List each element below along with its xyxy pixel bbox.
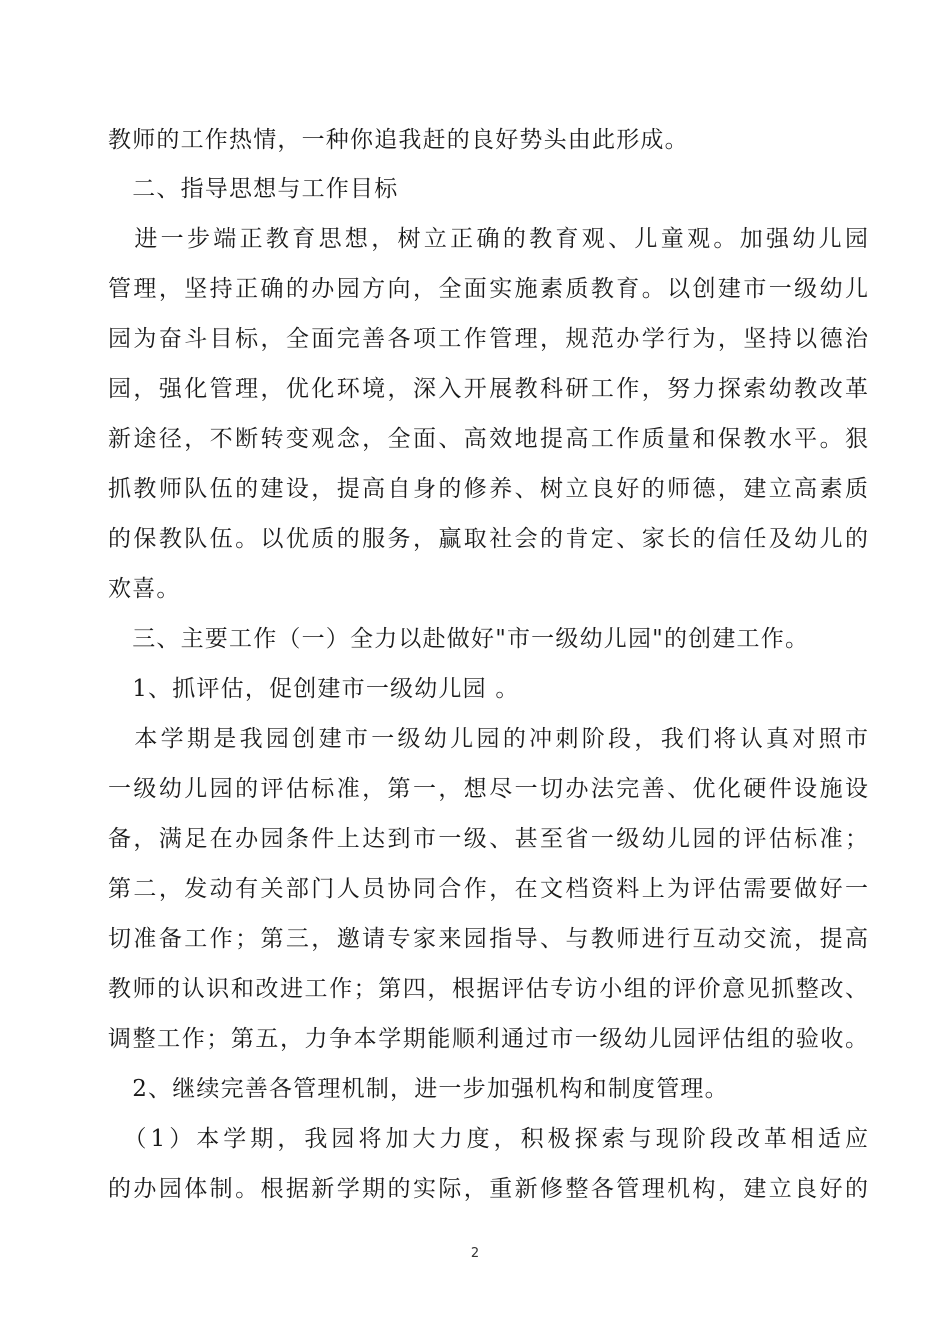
text-line: 园为奋斗目标，全面完善各项工作管理，规范办学行为，坚持以德治: [108, 326, 868, 352]
section-heading: 三、主要工作（一）全力以赴做好"市一级幼儿园"的创建工作。: [108, 626, 810, 652]
text-line: 进一步端正教育思想，树立正确的教育观、儿童观。加强幼儿园: [108, 226, 868, 252]
subsection-heading: 2、继续完善各管理机制，进一步加强机构和制度管理。: [108, 1076, 729, 1102]
text-line: 的办园体制。根据新学期的实际，重新修整各管理机构，建立良好的: [108, 1176, 868, 1202]
text-line: 的保教队伍。以优质的服务，赢取社会的肯定、家长的信任及幼儿的: [108, 526, 868, 552]
text-line: 本学期是我园创建市一级幼儿园的冲刺阶段，我们将认真对照市: [108, 726, 868, 752]
text-line: 园，强化管理，优化环境，深入开展教科研工作，努力探索幼教改革: [108, 376, 868, 402]
text-line: 切准备工作；第三，邀请专家来园指导、与教师进行互动交流，提高: [108, 926, 868, 952]
subsection-heading: 1、抓评估，促创建市一级幼儿园 。: [108, 676, 520, 702]
text-line: 备，满足在办园条件上达到市一级、甚至省一级幼儿园的评估标准；: [108, 826, 868, 852]
text-line: 教师的工作热情，一种你追我赶的良好势头由此形成。: [108, 127, 689, 153]
page-number: 2: [470, 1246, 480, 1261]
text-line: 抓教师队伍的建设，提高自身的修养、树立良好的师德，建立高素质: [108, 476, 868, 502]
text-line: 欢喜。: [108, 576, 181, 602]
text-line: 新途径，不断转变观念，全面、高效地提高工作质量和保教水平。狠: [108, 426, 868, 452]
text-line: 一级幼儿园的评估标准，第一，想尽一切办法完善、优化硬件设施设: [108, 776, 868, 802]
text-line: 调整工作；第五，力争本学期能顺利通过市一级幼儿园评估组的验收。: [108, 1026, 868, 1052]
text-line: 教师的认识和改进工作；第四，根据评估专访小组的评价意见抓整改、: [108, 976, 868, 1002]
text-line: 第二，发动有关部门人员协同合作，在文档资料上为评估需要做好一: [108, 876, 868, 902]
text-line: （1）本学期，我园将加大力度，积极探索与现阶段改革相适应: [108, 1126, 868, 1152]
section-heading: 二、指导思想与工作目标: [108, 176, 399, 202]
text-line: 管理，坚持正确的办园方向，全面实施素质教育。以创建市一级幼儿: [108, 276, 868, 302]
